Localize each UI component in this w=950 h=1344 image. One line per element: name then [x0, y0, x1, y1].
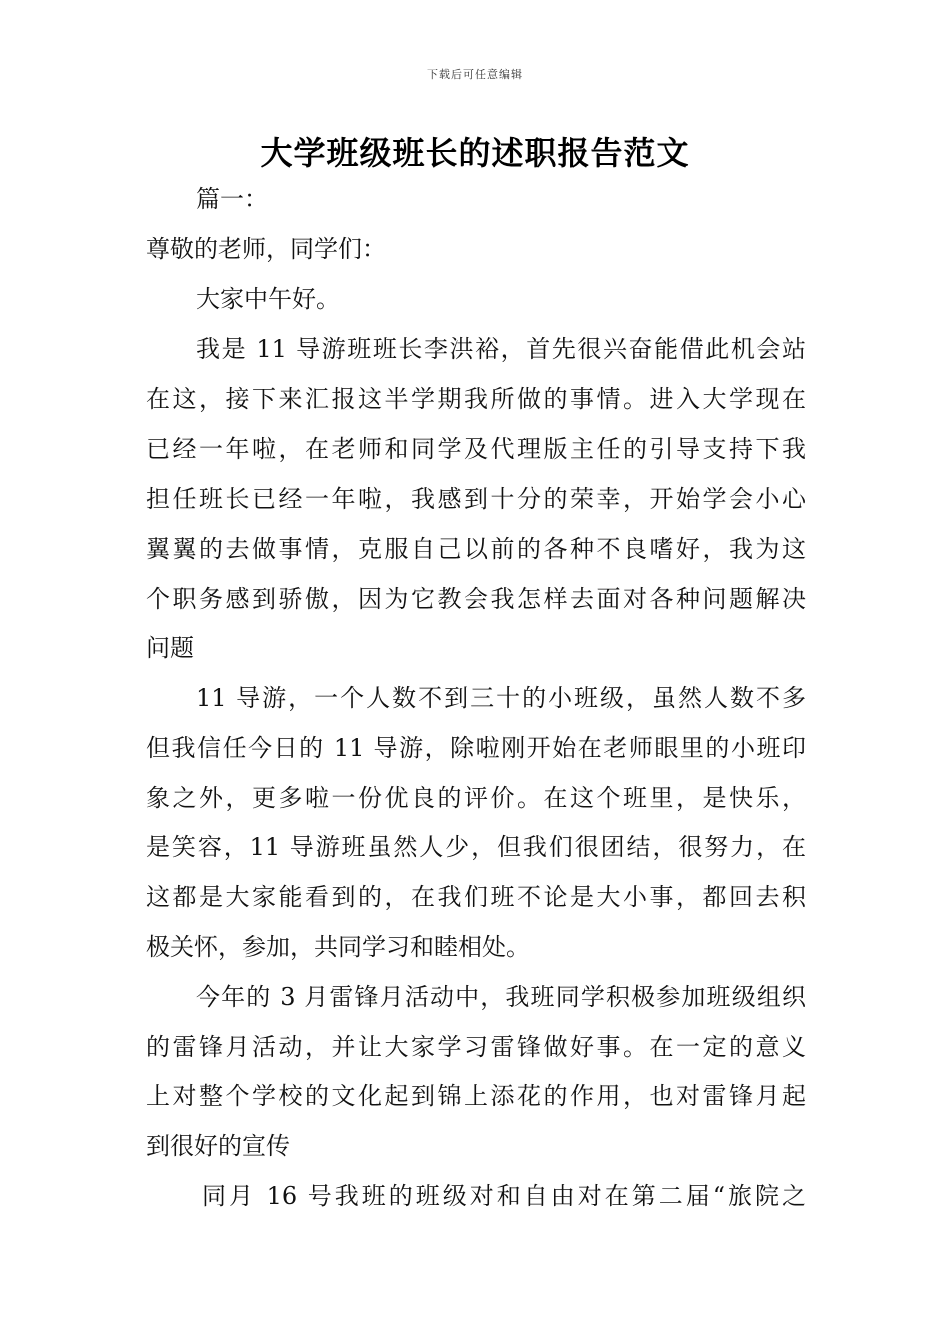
paragraph-line: 上对整个学校的文化起到锦上添花的作用，也对雷锋月起: [146, 1082, 806, 1110]
paragraph-line: 到很好的宣传: [146, 1132, 290, 1160]
header-note: 下载后可任意编辑: [427, 68, 523, 81]
paragraph-line: 同月 16 号我班的班级对和自由对在第二届“旅院之: [202, 1182, 806, 1210]
greeting: 大家中午好。: [196, 285, 340, 313]
paragraph-line: 已经一年啦，在老师和同学及代理版主任的引导支持下我: [146, 435, 806, 463]
paragraph-line: 担任班长已经一年啦，我感到十分的荣幸，开始学会小心: [146, 485, 806, 513]
salutation: 尊敬的老师，同学们：: [146, 235, 386, 263]
paragraph-line: 今年的 3 月雷锋月活动中，我班同学积极参加班级组织: [196, 983, 806, 1011]
paragraph-line: 我是 11 导游班班长李洪裕，首先很兴奋能借此机会站: [196, 335, 806, 363]
paragraph-line: 在这，接下来汇报这半学期我所做的事情。进入大学现在: [146, 385, 806, 413]
paragraph-line: 11 导游，一个人数不到三十的小班级，虽然人数不多: [196, 684, 806, 712]
paragraph-line: 这都是大家能看到的，在我们班不论是大小事，都回去积: [146, 883, 806, 911]
paragraph-line: 是笑容，11 导游班虽然人少，但我们很团结，很努力，在: [146, 833, 806, 861]
paragraph-line: 翼翼的去做事情，克服自己以前的各种不良嗜好，我为这: [146, 535, 806, 563]
document-title: 大学班级班长的述职报告范文: [260, 134, 690, 172]
paragraph-line: 的雷锋月活动，并让大家学习雷锋做好事。在一定的意义: [146, 1033, 806, 1061]
paragraph-line: 但我信任今日的 11 导游，除啦刚开始在老师眼里的小班印: [146, 734, 806, 762]
paragraph-line: 极关怀，参加，共同学习和睦相处。: [146, 933, 530, 961]
paragraph-line: 象之外，更多啦一份优良的评价。在这个班里，是快乐，: [146, 784, 806, 812]
paragraph-line: 问题: [146, 634, 194, 662]
section-label: 篇一：: [196, 185, 268, 213]
paragraph-line: 个职务感到骄傲，因为它教会我怎样去面对各种问题解决: [146, 585, 806, 613]
